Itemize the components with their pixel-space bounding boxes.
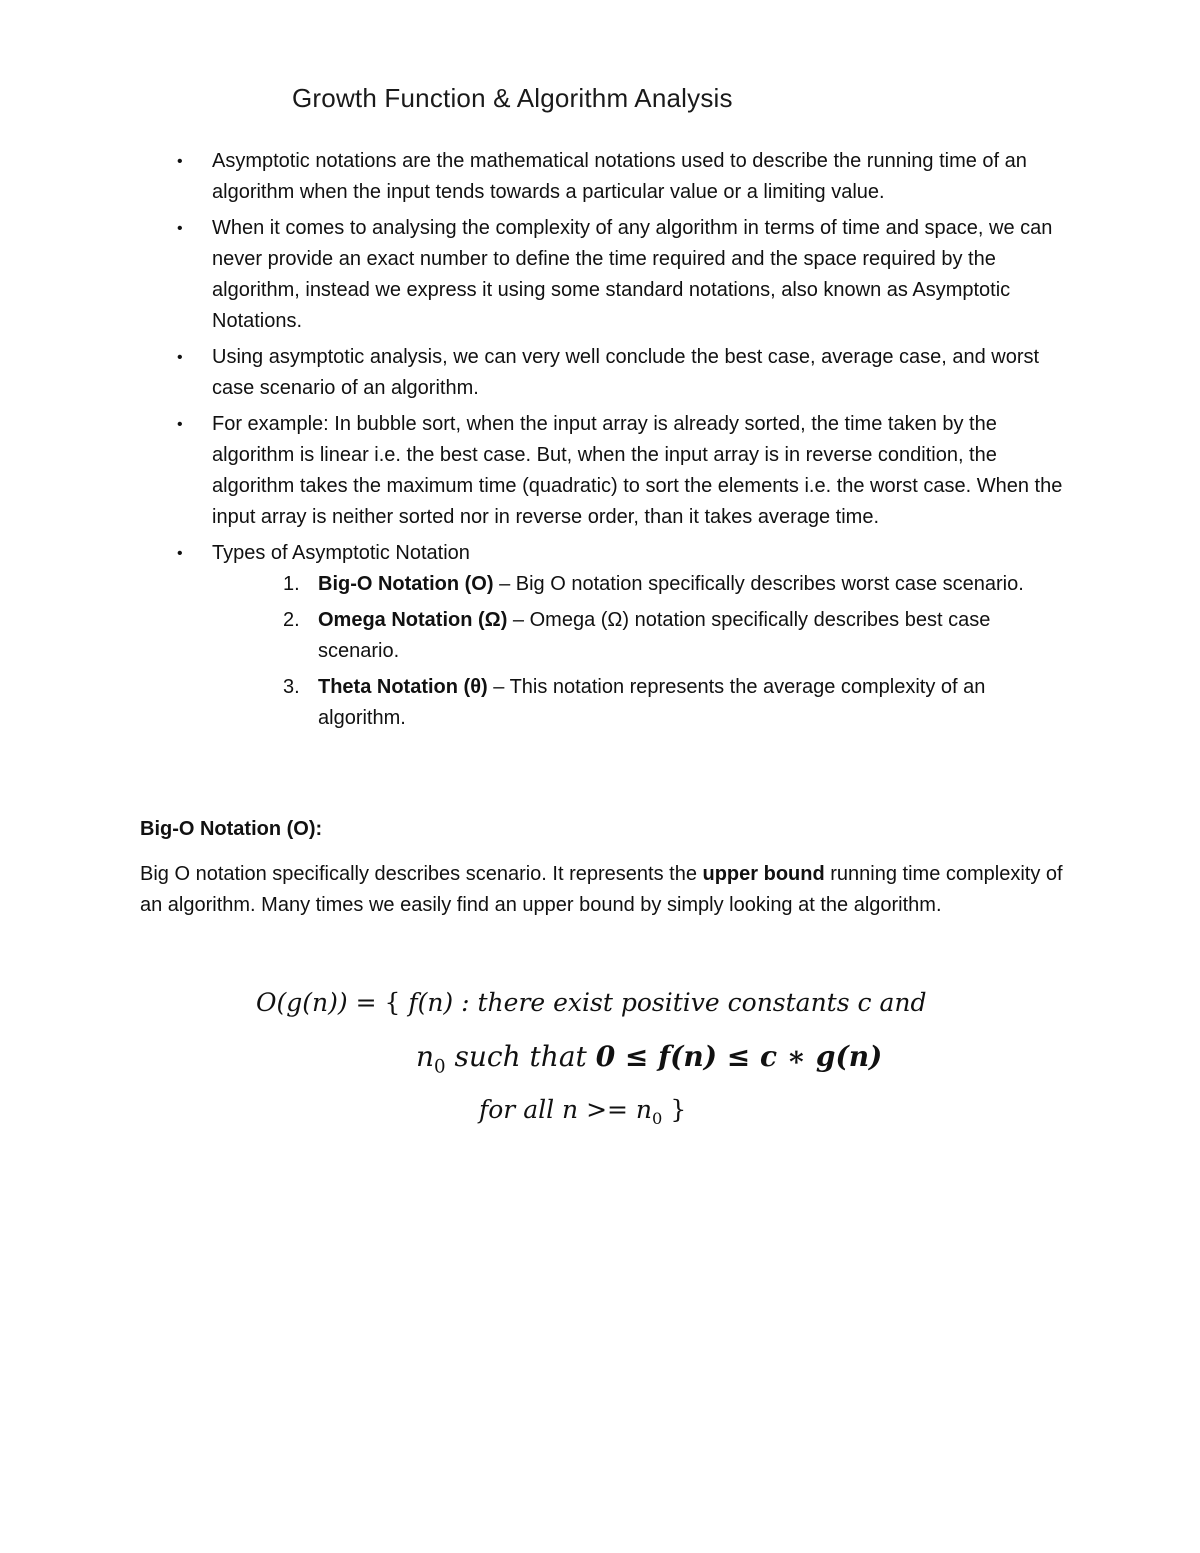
formula-rhs: f(n) : there exist positive constants c and xyxy=(408,988,927,1017)
notation-term: Big-O Notation (O) xyxy=(318,573,494,595)
intro-bullet-list xyxy=(140,146,1070,739)
notation-description: – This notation represents the average complexity of an algorithm. xyxy=(318,676,986,729)
notation-description: – Omega (Ω) notation specifically describes best case scenario. xyxy=(318,609,991,662)
formula-inequality: 0 ≤ f(n) ≤ c ∗ g(n) xyxy=(595,1040,883,1073)
bullet-text: Types of Asymptotic Notation xyxy=(212,542,470,564)
list-item xyxy=(140,146,1070,208)
bullet-text: Asymptotic notations are the mathematical notations used to describe the running time of an algorithm when the input tends towards a particular value or a limiting value. xyxy=(212,150,1027,203)
paragraph-emphasis: upper bound xyxy=(702,863,825,885)
formula-text: such that xyxy=(445,1040,596,1073)
formula-subscript: 0 xyxy=(434,1056,446,1078)
bullet-icon: • xyxy=(177,349,183,366)
formula-lhs: O(g(n)) xyxy=(256,988,348,1017)
notation-types-list xyxy=(212,569,1070,734)
notation-term: Theta Notation (θ) xyxy=(318,676,488,698)
bullet-text: For example: In bubble sort, when the input array is already sorted, the time taken by the algorithm is linear i.e. the best case. But, when the input array is in reverse condition, the algorithm takes the maximum time (quadratic) to sort the elements i.e. the worst case. When the input array is neither sorted nor in reverse order, than it takes average time. xyxy=(212,413,1063,528)
paragraph-text: Big O notation specifically describes scenario. It represents the xyxy=(140,863,703,885)
page-title: Growth Function & Algorithm Analysis xyxy=(292,83,733,113)
list-item xyxy=(140,342,1070,404)
bullet-text: When it comes to analysing the complexity of any algorithm in terms of time and space, we can never provide an exact number to define the time required and the space required by the algorithm, instead we express it using some standard notations, also known as Asymptotic Notations. xyxy=(212,217,1053,332)
formula-line-1 xyxy=(256,988,926,1017)
formula-equals: = { xyxy=(347,988,409,1017)
list-item xyxy=(140,538,1070,734)
formula-text: for all n >= n xyxy=(479,1095,653,1124)
formula-line-3 xyxy=(479,1095,686,1128)
list-item xyxy=(140,409,1070,533)
bullet-icon: • xyxy=(177,220,183,237)
notation-item xyxy=(212,672,1070,734)
list-number: 2. xyxy=(283,609,300,631)
bullet-icon: • xyxy=(177,153,183,170)
bullet-icon: • xyxy=(177,416,183,433)
paragraph-text: running time complexity of an algorithm. Many times we easily find an upper bound by simply looking at the algorithm. xyxy=(140,863,1063,916)
list-number: 3. xyxy=(283,676,300,698)
list-number: 1. xyxy=(283,573,300,595)
notation-item xyxy=(212,605,1070,667)
big-o-paragraph xyxy=(140,859,1070,921)
bullet-icon: • xyxy=(177,545,183,562)
bullet-text: Using asymptotic analysis, we can very well conclude the best case, average case, and worst case scenario of an algorithm. xyxy=(212,346,1040,399)
formula-close-brace: } xyxy=(662,1095,687,1124)
notation-description: – Big O notation specifically describes worst case scenario. xyxy=(493,573,1024,595)
list-item xyxy=(140,213,1070,337)
formula-subscript: 0 xyxy=(652,1109,663,1128)
notation-term: Omega Notation (Ω) xyxy=(318,609,508,631)
section-heading: Big-O Notation (O): xyxy=(140,818,323,840)
formula-n: n xyxy=(416,1040,435,1073)
formula-line-2 xyxy=(416,1040,882,1078)
notation-item xyxy=(212,569,1070,600)
